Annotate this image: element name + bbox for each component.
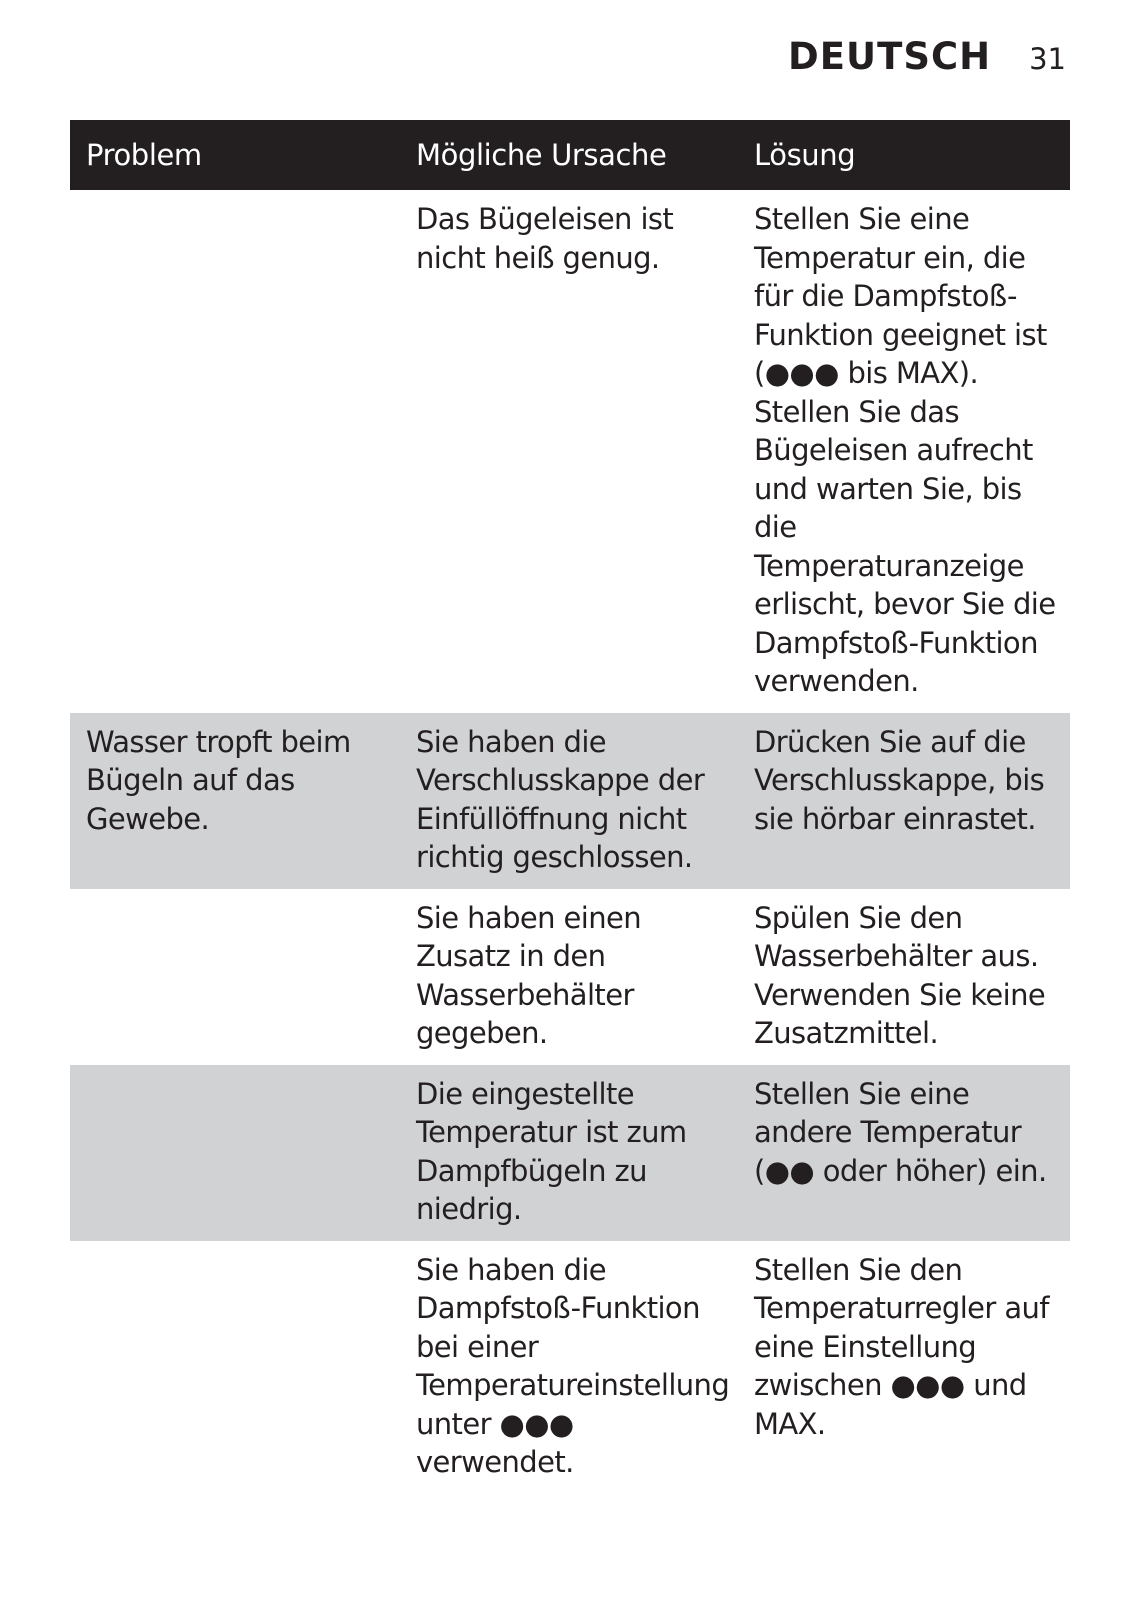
table-row (70, 190, 1070, 713)
table-row (70, 1241, 1070, 1494)
table-row (70, 1065, 1070, 1241)
problem-cell (70, 889, 400, 1065)
table-header-row (70, 120, 1070, 190)
table-row (70, 713, 1070, 889)
column-header-problem: Problem (86, 138, 202, 172)
cause-cell: Das Bügeleisen ist nicht heiß genug. (416, 202, 674, 275)
page-header (788, 35, 1066, 78)
page-number: 31 (1029, 42, 1066, 76)
cause-cell: Sie haben die Dampfstoß-Funktion bei einer Temperatureinstellung unter ●●● verwendet. (416, 1252, 730, 1479)
problem-cell (70, 190, 400, 713)
column-header-solution: Lösung (754, 138, 856, 172)
cause-cell: Sie haben einen Zusatz in den Wasserbehälter gegeben. (416, 900, 642, 1050)
column-header-cause: Mögliche Ursache (416, 138, 667, 172)
problem-cell: Wasser tropft beim Bügeln auf das Gewebe. (86, 724, 351, 836)
language-heading: DEUTSCH (788, 35, 992, 78)
solution-cell: Stellen Sie eine andere Temperatur (●● oder höher) ein. (754, 1076, 1047, 1188)
cause-cell: Die eingestellte Temperatur ist zum Dampfbügeln zu niedrig. (416, 1076, 687, 1226)
solution-cell: Drücken Sie auf die Verschlusskappe, bis sie hörbar einrastet. (754, 724, 1045, 836)
table-row (70, 889, 1070, 1065)
problem-cell (70, 1241, 400, 1494)
solution-cell: Stellen Sie eine Temperatur ein, die für die Dampfstoß- Funktion geeignet ist (●●● bis MAX). Stellen Sie das Bügeleisen aufrecht und warten Sie, bis die Temperaturanzeige erlischt, bevor Sie die Dampfstoß-Funktion verwenden. (754, 202, 1056, 698)
solution-cell: Stellen Sie den Temperaturregler auf eine Einstellung zwischen ●●● und MAX. (754, 1252, 1049, 1441)
problem-cell (70, 1065, 400, 1241)
troubleshooting-table (70, 120, 1070, 1494)
solution-cell: Spülen Sie den Wasserbehälter aus. Verwenden Sie keine Zusatzmittel. (754, 900, 1046, 1050)
cause-cell: Sie haben die Verschlusskappe der Einfüllöffnung nicht richtig geschlossen. (416, 724, 705, 874)
